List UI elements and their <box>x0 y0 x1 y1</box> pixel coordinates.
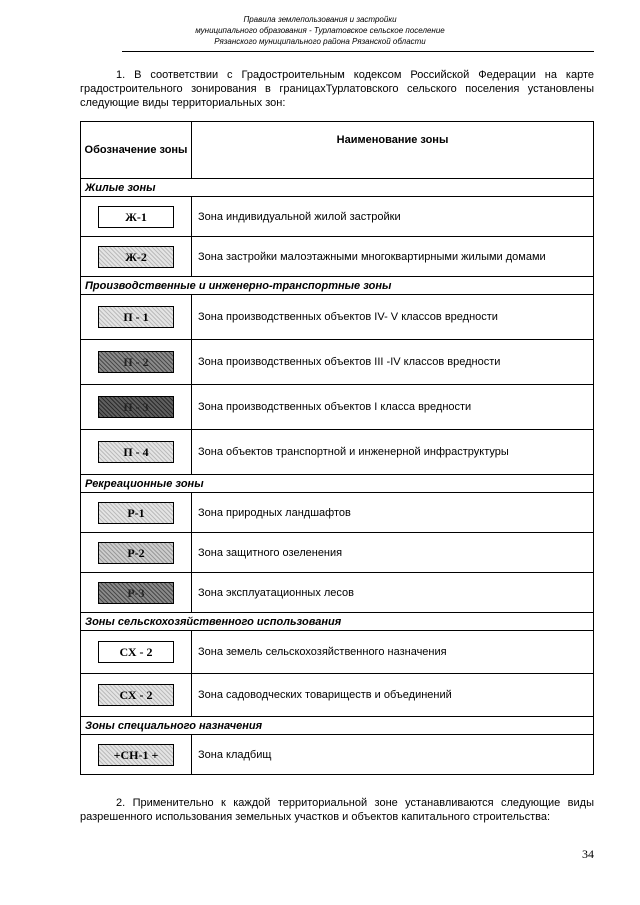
table-row <box>81 197 594 237</box>
table-row <box>81 295 594 340</box>
zone-code-cell <box>81 385 192 430</box>
column-header-code: Обозначение зоны <box>81 122 192 179</box>
zone-swatch: Ж-1 <box>98 206 174 228</box>
zone-code-cell <box>81 430 192 475</box>
group-row-recreational <box>81 475 594 493</box>
zone-code-cell <box>81 237 192 277</box>
zone-name-cell: Зона производственных объектов III -IV классов вредности <box>192 340 594 385</box>
zone-name-cell: Зона защитного озеленения <box>192 533 594 573</box>
zone-name-cell: Зона производственных объектов I класса вредности <box>192 385 594 430</box>
table-row <box>81 674 594 717</box>
group-title: Жилые зоны <box>81 179 594 197</box>
zone-swatch: Р-2 <box>98 542 174 564</box>
zone-code-cell <box>81 533 192 573</box>
group-title: Зоны сельскохозяйственного использования <box>81 613 594 631</box>
zone-name-cell: Зона эксплуатационных лесов <box>192 573 594 613</box>
zone-swatch: СХ - 2 <box>98 641 174 663</box>
zone-name-cell: Зона земель сельскохозяйственного назначения <box>192 631 594 674</box>
group-title: Зоны специального назначения <box>81 717 594 735</box>
zone-code-cell <box>81 631 192 674</box>
table-row <box>81 340 594 385</box>
zone-swatch: Р-3 <box>98 582 174 604</box>
group-row-industrial <box>81 277 594 295</box>
header-line-3: Рязанского муниципального района Рязанской области <box>214 37 426 46</box>
zone-name-cell: Зона застройки малоэтажными многоквартирными жилыми домами <box>192 237 594 277</box>
intro-paragraph <box>80 68 594 110</box>
zone-swatch: П - 1 <box>98 306 174 328</box>
closing-paragraph-text: 2. Применительно к каждой территориальной зоне устанавливаются следующие виды разрешенного использования земельных участков и объектов капитального строительства: <box>80 797 594 823</box>
group-title: Производственные и инженерно-транспортные зоны <box>81 277 594 295</box>
zone-swatch: Р-1 <box>98 502 174 524</box>
intro-paragraph-text: 1. В соответствии с Градостроительным кодексом Российской Федерации на карте градостроительного зонирования в границахТурлатовского сельского поселения установлены следующие виды территориальных зон: <box>80 69 594 109</box>
zone-swatch: П - 4 <box>98 441 174 463</box>
zone-swatch: П - 2 <box>98 351 174 373</box>
table-row <box>81 385 594 430</box>
closing-paragraph <box>80 796 594 824</box>
zone-code-cell <box>81 197 192 237</box>
zone-swatch: П - 3 <box>98 396 174 418</box>
zone-code-cell <box>81 735 192 775</box>
zone-name-cell: Зона производственных объектов IV- V классов вредности <box>192 295 594 340</box>
zones-table <box>80 121 594 775</box>
zone-code-cell <box>81 295 192 340</box>
table-row <box>81 430 594 475</box>
zone-code-cell <box>81 493 192 533</box>
header-line-2: муниципального образования - Турлатовское сельское поселение <box>195 26 445 35</box>
group-row-residential <box>81 179 594 197</box>
page-number: 34 <box>582 847 594 861</box>
zone-name-cell: Зона кладбищ <box>192 735 594 775</box>
header-line-1: Правила землепользования и застройки <box>243 15 397 24</box>
table-row <box>81 493 594 533</box>
zone-name-cell: Зона объектов транспортной и инженерной инфраструктуры <box>192 430 594 475</box>
group-row-agricultural <box>81 613 594 631</box>
column-header-name: Наименование зоны <box>192 122 594 179</box>
group-title: Рекреационные зоны <box>81 475 594 493</box>
table-row <box>81 735 594 775</box>
zone-name-cell: Зона индивидуальной жилой застройки <box>192 197 594 237</box>
zone-code-cell <box>81 674 192 717</box>
zone-name-cell: Зона садоводческих товариществ и объединений <box>192 674 594 717</box>
header-rule <box>122 51 594 52</box>
zone-swatch: Ж-2 <box>98 246 174 268</box>
zone-name-cell: Зона природных ландшафтов <box>192 493 594 533</box>
table-row <box>81 573 594 613</box>
zone-swatch: +СН-1 + <box>98 744 174 766</box>
zone-swatch: СХ - 2 <box>98 684 174 706</box>
table-row <box>81 631 594 674</box>
table-row <box>81 533 594 573</box>
zone-code-cell <box>81 573 192 613</box>
running-header <box>0 14 640 47</box>
table-header-row <box>81 122 594 179</box>
group-row-special <box>81 717 594 735</box>
zone-code-cell <box>81 340 192 385</box>
table-row <box>81 237 594 277</box>
